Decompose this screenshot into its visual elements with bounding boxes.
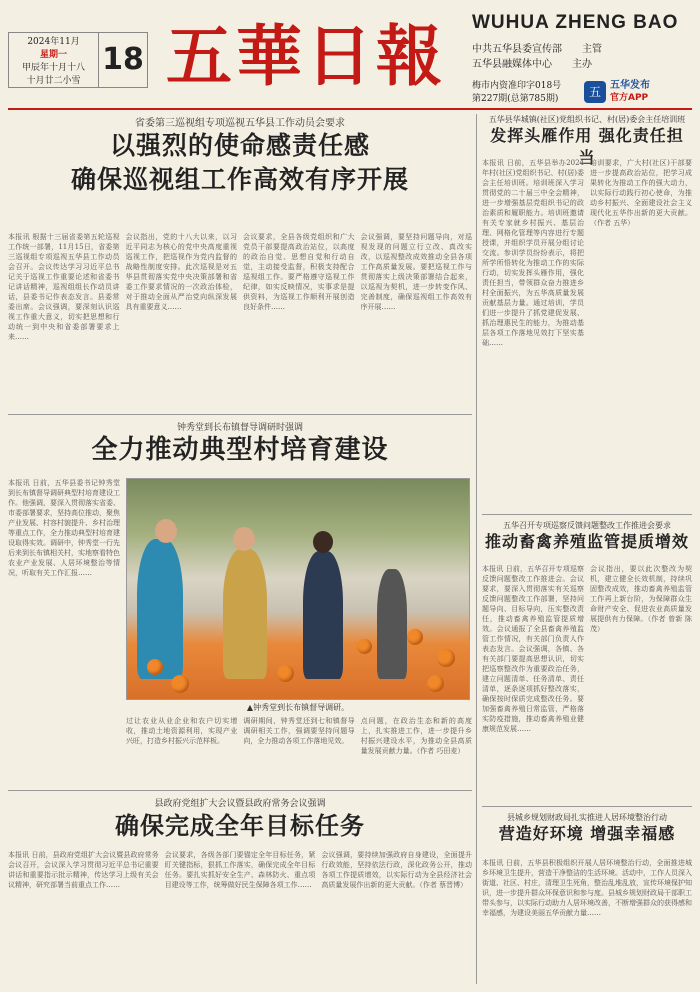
lunar-date: 甲辰年十月十八 [21,63,85,73]
lead-article [8,114,472,197]
issue-number: 第227期(总第785期) [472,94,559,104]
issue-info [472,80,561,106]
app-sub: 官方APP [610,93,649,103]
publisher-info [472,42,602,72]
right1-headline: 发挥头雁作用 强化责任担当 [490,126,684,167]
right3-kicker: 县城乡规划财政局扎实推进人居环境整治行动 [507,813,667,822]
masthead [8,8,692,108]
person-head [155,519,177,543]
persimmon [147,659,163,675]
person-figure [377,569,407,679]
publisher-role: 主管 [582,44,602,55]
story2-header [8,420,472,467]
person-figure [223,549,267,679]
lead-kicker: 省委第三巡视组专项巡视五华县工作动员会要求 [135,118,345,129]
story3-body [8,850,472,984]
right3-headline: 营造好环境 增强幸福感 [498,824,676,843]
right-story3 [482,812,692,845]
persimmon [427,675,444,692]
story3-para: 会议强调，要持续加强政府自身建设，全面提升行政效能，坚持依法行政，深化政务公开，推动各项工作提质增效，以实际行动为全县经济社会高质量发展作出新的更大贡献。（作者 蔡晋博） [321,851,473,889]
right2-body [482,564,692,800]
weekday-text: 星期一 [39,50,67,60]
story3-para: 本报讯 日前，县政府党组扩大会议暨县政府常务会议召开，会议深入学习贯彻习近平总书记重要讲话和重要指示批示精神，传达学习上级有关会议精神，研究部署当前重点工作…… [8,851,159,889]
right2-para: 会议指出，要以此次整改为契机，建立健全长效机制，持续巩固整改成效，推动畜禽养殖监管工作再上新台阶，为保障群众生命财产安全、促进农业高质量发展提供有力保障。（作者 曾新 陈茂） [590,565,692,633]
persimmon [437,649,455,667]
persimmon [407,629,423,645]
story3-header [8,796,472,843]
app-name: 五华发布 [610,80,650,91]
persimmon [277,665,294,682]
person-figure [137,539,183,679]
right2-headline: 推动畜禽养殖监管提质增效 [484,532,689,551]
column-rule [476,114,477,984]
date-text: 2024年11月 [27,37,80,47]
person-head [233,527,255,551]
right1-para: 培训要求，广大村(社区)干部要进一步提高政治站位，把学习成果转化为推动工作的强大动力，以实际行动践行初心使命，为推动乡村振兴、全面建设社会主义现代化五华作出新的更大贡献。（作者 五华） [590,159,692,227]
photo-caption: ▲钟秀堂到长布镇督导调研。 [246,703,350,712]
story2-headline: 全力推动典型村培育建设 [91,435,389,465]
story2-para: 调研期间，钟秀堂还到七和镇督导调研相关工作，强调要坚持问题导向，全力推动各项工作落地见效。 [243,717,355,745]
story2-para: 点问题，在政治生态和新的高度上，扎实推进工作，进一步提升乡村振兴建设水平，为推动全县高质量发展贡献力量。（作者 巧田麦） [360,717,472,755]
persimmon [357,639,372,654]
right3-para: 本报讯 日前，五华县积极组织开展人居环境整治行动，全面推进城乡环境卫生提升，营造干净整洁的生活环境。活动中，工作人员深入街道、社区、村庄，清理卫生死角，整治乱堆乱放，宣传环境保护知识，进一步提升群众环保意识和参与度。县城乡规划财政局干部职工带头参与，以实际行动助力人居环境改善，不断增强群众的获得感和幸福感，为建设美丽五华贡献力量…… [482,859,692,917]
story3-headline: 确保完成全年目标任务 [115,811,365,840]
divider [482,806,692,807]
right1-body [482,158,692,418]
story2-para: 过让农业从业企业和农户切实增收，推动土地资源利用，实现产业兴旺，打造乡村振兴示范样板。 [126,717,238,745]
story3-kicker: 县政府党组扩大会议暨县政府常务会议强调 [154,799,326,809]
lead-para: 会议强调，要坚持问题导向，对巡视发现的问题立行立改、真改实改，以巡视整改成效推动全县各项工作高质量发展。要把巡视工作与贯彻落实上级决策部署结合起来，以巡视为契机，进一步转变作风、完善制度，确保巡视组工作高效有序开展…… [360,233,472,311]
story3-para: 会议要求，各级各部门要锚定全年目标任务，紧盯关键指标，狠抓工作落实，确保完成全年目标任务。要扎实抓好安全生产、森林防火、重点项目建设等工作，统筹做好民生保障各项工作…… [164,851,316,889]
right1-kicker: 五华县华城镇(社区)党组织书记、村(居)委会主任培训班 [488,115,686,124]
newspaper-logo: 五華日報 [166,17,446,95]
solar-term: 十月廿二小雪 [26,76,81,86]
person-figure [303,551,343,679]
sponsor-org: 五华县融媒体中心 [472,59,552,70]
person-head [313,531,333,553]
lead-body [8,232,472,408]
divider [8,790,472,791]
lead-headline-1: 以强烈的使命感责任感 [109,131,370,160]
divider [8,414,472,415]
page-number: 18 [102,42,144,77]
lead-para: 会议要求，全县各级党组织和广大党员干部要提高政治站位，以高度的政治自觉、思想自觉和行动自觉，主动接受监督，积极支持配合巡视组工作。要严格遵守巡视工作纪律，如实反映情况，实事求是提供资料，为巡视工作顺利开展创造良好条件…… [243,233,355,311]
sponsor-role: 主办 [572,59,592,70]
divider [482,514,692,515]
permit-number: 梅市内资准印字018号 [472,81,562,91]
lead-headline-2: 确保巡视组工作高效有序开展 [70,165,409,194]
right3-body [482,858,692,984]
persimmon [171,675,189,693]
right1-para: 本报讯 日前，五华县举办2024年村(社区)党组织书记、村(居)委会主任培训班。培训班深入学习贯彻党的二十届三中全会精神，进一步增强基层党组织书记的政治素质和履职能力。培训班邀请有关专家就乡村振兴、基层治理、网格化管理等内容进行专题授课，并组织学员开展分组讨论交流。参训学员纷纷表示，将把所学所悟转化为推动工作的实际行动，切实发挥头雁作用，强化责任担当，带领群众奋力推进乡村全面振兴，为五华高质量发展贡献基层力量。通过培训，学员们进一步提升了抓党建促发展、抓治理惠民生的能力，为推动基层各项工作落地见效打下坚实基础…… [482,159,584,347]
right-story2 [482,520,692,553]
app-promo[interactable] [584,80,650,104]
newspaper-pinyin: WUHUA ZHENG BAO [472,12,679,33]
news-photo [126,478,470,700]
story2-left-body [8,478,120,716]
masthead-rule [8,108,692,110]
lead-para: 会议指出，党的十八大以来，以习近平同志为核心的党中央高度重视巡视工作，把巡视作为党内监督的战略性制度安排。此次巡视是对五华县贯彻落实党中央决策部署和省委工作要求情况的一次政治体检，对于推动全面从严治党向纵深发展具有重要意义…… [125,233,237,311]
story2-kicker: 钟秀堂到长布镇督导调研时强调 [176,423,303,433]
right2-para: 本报讯 日前，五华召开专项巡察反馈问题整改工作推进会。会议要求，要深入贯彻落实有关巡察反馈问题整改工作部署，坚持问题导向、目标导向，压实整改责任，推动畜禽养殖监管提质增效。会议通报了全县畜禽养殖监管工作情况，有关部门负责人作表态发言。会议强调，各镇、各有关部门要提高思想认识，切实把巡察整改作为重要政治任务，建立问题清单、任务清单、责任清单，逐条逐项抓好整改落实，确保按时保质完成整改任务。要加强畜禽养殖日常监管，严格落实防疫措施，推动畜禽养殖业健康规范发展…… [482,565,584,733]
date-box [8,32,148,88]
lead-para: 本报讯 根据十三届省委第五轮巡视工作统一部署，11月15日，省委第三巡视组专项巡视五华县工作动员会召开。会议传达学习习近平总书记关于巡视工作重要论述和省委书记讲话精神，巡视组组长作动员讲话，县委书记作表态发言。县委常委出席。会议强调，要深刻认识巡视工作重大意义，切实把思想和行动统一到中央和省委部署要求上来…… [8,233,120,341]
story2-bottom-body [126,716,472,786]
app-icon: 五 [584,81,606,103]
date-info [9,33,99,87]
right2-kicker: 五华召开专项巡察反馈问题整改工作推进会要求 [503,521,671,530]
publisher-org: 中共五华县委宣传部 [472,44,562,55]
story2-para: 本报讯 日前，五华县委书记钟秀堂到长布镇督导调研典型村培育建设工作。他强调，要深入贯彻落实省委、市委部署要求，坚持高位推动，聚焦产业发展、村容村貌提升、乡村治理等重点工作，全力推动典型村培育建设取得实效。调研中，钟秀堂一行先后来到长布镇相关村，实地察看特色农业产业发展、人居环境整治等情况，听取有关工作汇报…… [8,479,120,577]
